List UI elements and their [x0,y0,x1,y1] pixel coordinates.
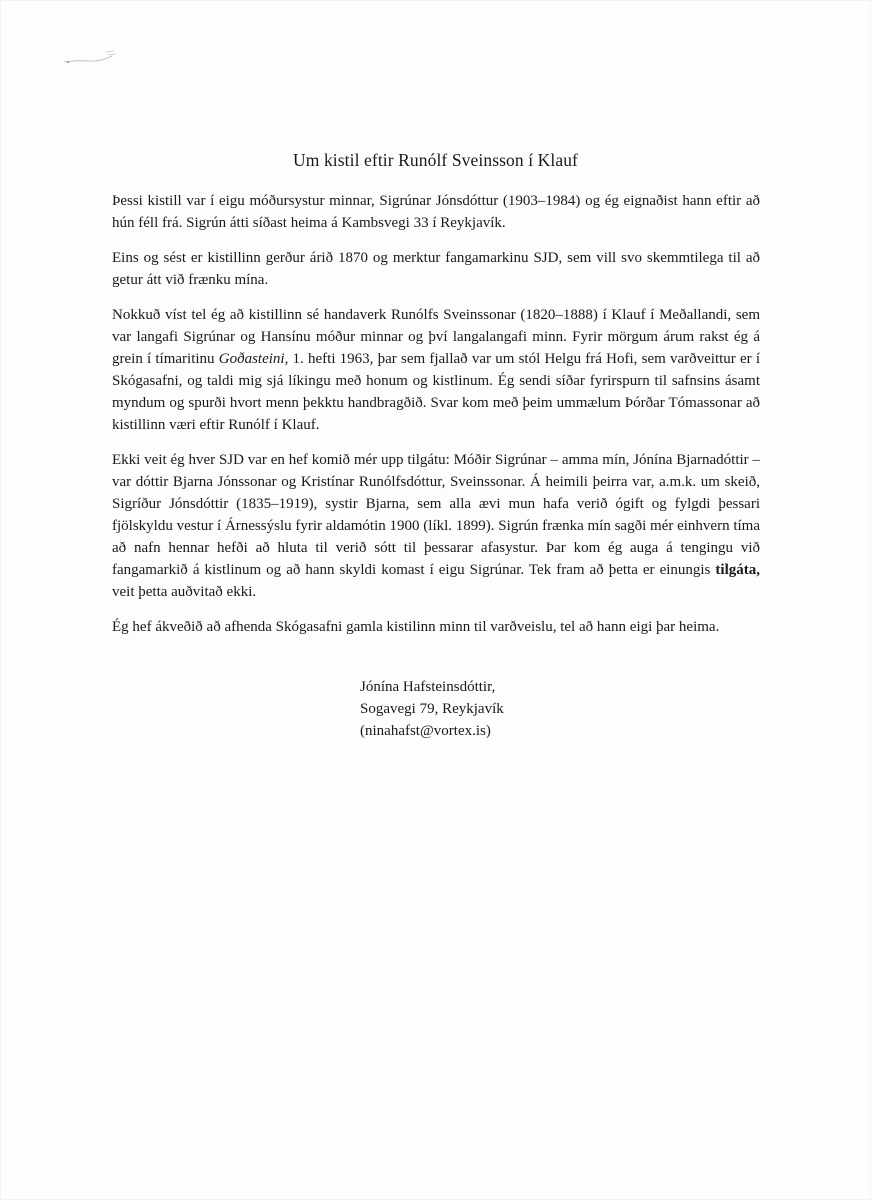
paragraph-4 [112,449,760,603]
journal-name-italic: Goðasteini, [218,351,289,367]
paragraph-1: Þessi kistill var í eigu móðursystur minnar, Sigrúnar Jónsdóttur (1903–1984) og ég eignaðist hann eftir að hún féll frá. Sigrún átti síðast heima á Kambsvegi 33 í Reykjavík. [112,193,760,231]
signature-name: Jónína Hafsteinsdóttir, [360,679,496,695]
paragraph-4-rest: veit þetta auðvitað ekki. [112,584,257,600]
document-body [112,190,760,651]
signature-block [360,676,504,742]
signature-address: Sogavegi 79, Reykjavík [360,701,504,717]
document-title: Um kistil eftir Runólf Sveinsson í Klauf [293,150,578,170]
scan-smudge-mark [62,48,122,68]
signature-email: (ninahafst@vortex.is) [360,723,491,739]
paragraph-2: Eins og sést er kistillinn gerður árið 1870 og merktur fangamarkinu SJD, sem vill svo skemmtilega til að getur átt við frænku mína. [112,250,760,288]
paragraph-3 [112,304,760,436]
paragraph-3-rest: 1. hefti 1963, þar sem fjallað var um stól Helgu frá Hofi, sem varðveittur er í Skógasafni, og taldi mig sjá líkingu með honum og kistlinum. Ég sendi síðar fyrirspurn til safnsins ásamt myndum og spurði hvort menn þekktu handbragðið. Svar kom með þeim ummælum Þórðar Tómassonar að kistillinn væri eftir Runólf í Klauf. [112,351,760,433]
paragraph-5: Ég hef ákveðið að afhenda Skógasafni gamla kistilinn minn til varðveislu, tel að hann eigi þar heima. [112,619,720,635]
hypothesis-bold: tilgáta, [715,562,760,578]
paragraph-3-text: Nokkuð víst tel ég að kistillinn sé handaverk Runólfs Sveinssonar (1820–1888) í Klauf í Meðallandi, sem var langafi Sigrúnar og Hansínu móður minnar og því langalangafi minn. Fyrir mörgum árum rakst ég á grein í tímaritinu [112,307,760,367]
paragraph-4-text: Ekki veit ég hver SJD var en hef komið mér upp tilgátu: Móðir Sigrúnar – amma mín, Jónína Bjarnadóttir – var dóttir Bjarna Jónssonar og Kristínar Runólfsdóttur, Sveinssonar. Á heimili þeirra var, a.m.k. um skeið, Sigríður Jónsdóttir (1835–1919), systir Bjarna, sem alla ævi mun hafa verið ógift og fylgdi þessari fjölskyldu vestur í Árnessýslu fyrir aldamótin 1900 (líkl. 1899). Sigrún frænka mín sagði mér einhvern tíma að nafn hennar hefði að hluta til verið sótt til þessarar afasystur. Þar kom ég auga á tengingu við fangamarkið á kistlinum og að hann skyldi komast í eigu Sigrúnar. Tek fram að þetta er einungis [112,452,760,578]
